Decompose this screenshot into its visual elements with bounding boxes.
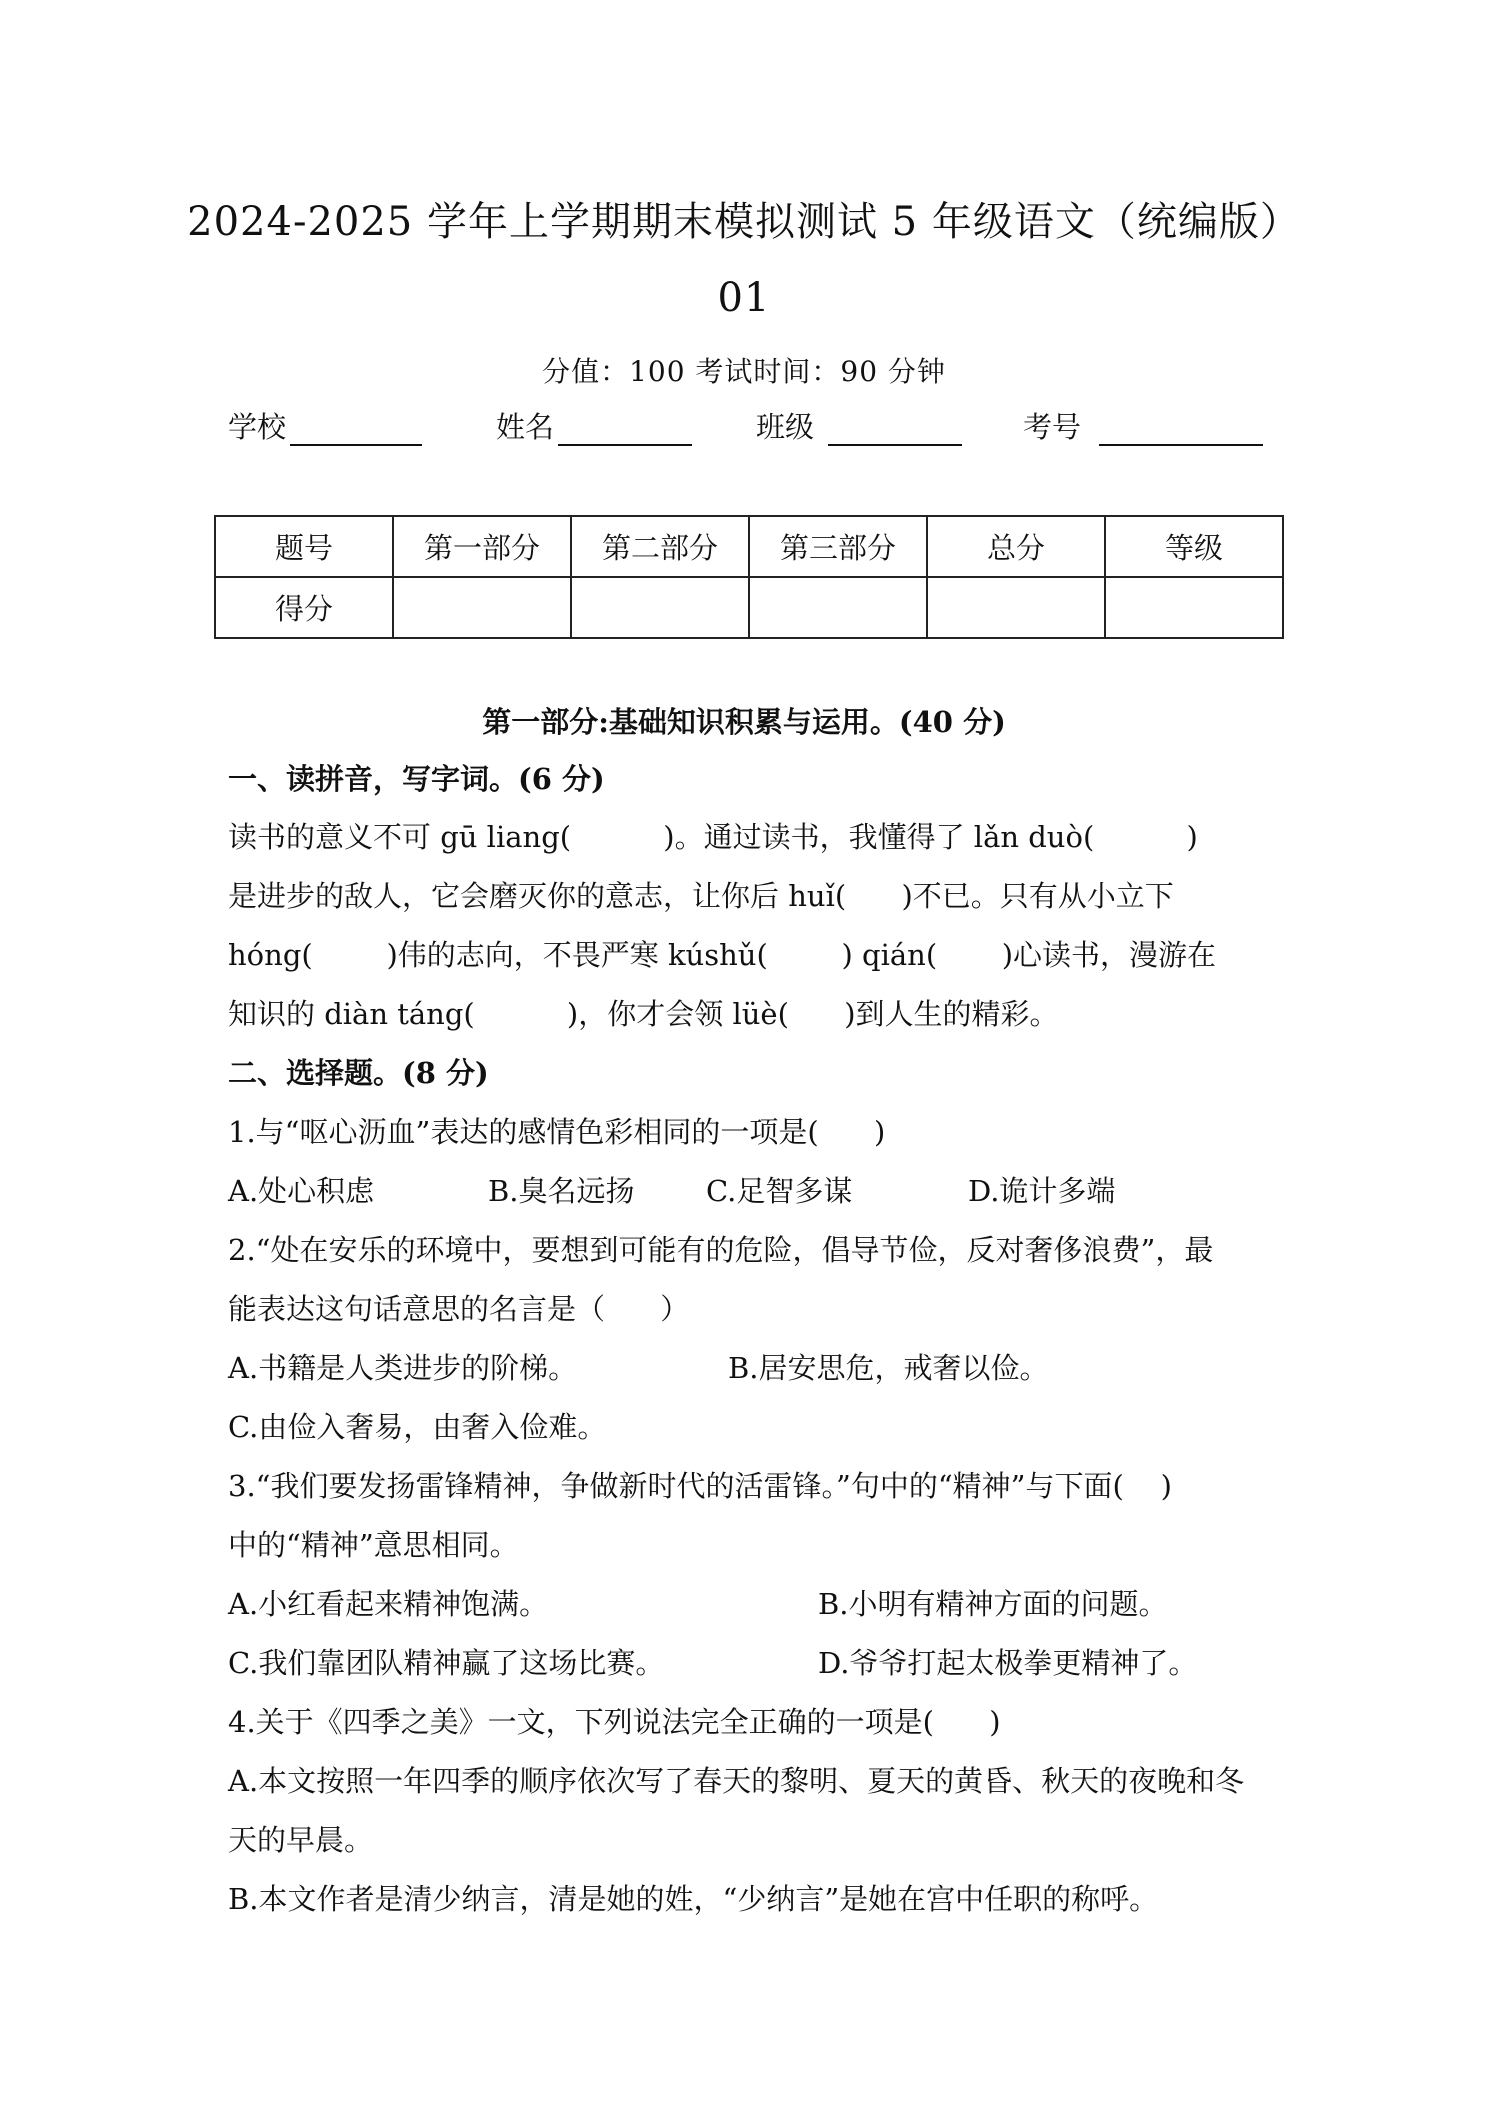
class-label: 班级 xyxy=(756,410,815,444)
class-field xyxy=(756,405,962,446)
name-label: 姓名 xyxy=(496,410,555,444)
q2-item4-option-b[interactable]: B.本文作者是清少纳言，清是她的姓，“少纳言”是她在宫中任职的称呼。 xyxy=(228,1882,1159,1916)
q2-item1-option-a[interactable]: A.处心积虑 xyxy=(228,1174,375,1208)
class-blank[interactable] xyxy=(828,414,962,446)
q2-item1-option-d[interactable]: D.诡计多端 xyxy=(968,1174,1116,1208)
exam-no-blank[interactable] xyxy=(1099,414,1263,446)
q2-item2-option-c[interactable]: C.由俭入奢易，由奢入俭难。 xyxy=(228,1410,607,1444)
q1-text-line: 是进步的敌人，它会磨灭你的意志，让你后 huǐ( )不已。只有从小立下 xyxy=(228,879,1174,913)
score-header-cell: 第三部分 xyxy=(749,516,927,577)
score-cell[interactable] xyxy=(927,577,1105,638)
q2-item3-option-c[interactable]: C.我们靠团队精神赢了这场比赛。 xyxy=(228,1646,665,1680)
exam-no-field xyxy=(1023,405,1263,446)
school-field xyxy=(228,405,422,446)
q2-item3-stem: 3.“我们要发扬雷锋精神，争做新时代的活雷锋。”句中的“精神”与下面( ) xyxy=(228,1469,1172,1503)
q1-text-line: hóng( )伟的志向，不畏严寒 kúshǔ( ) qián( )心读书，漫游在 xyxy=(228,938,1217,972)
score-header-cell: 第一部分 xyxy=(393,516,571,577)
exam-title: 2024-2025 学年上学期期末模拟测试 5 年级语文（统编版） xyxy=(187,199,1301,245)
score-table-header-row xyxy=(215,516,1283,577)
exam-meta: 分值：100 考试时间：90 分钟 xyxy=(542,355,946,388)
q2-item3-option-a[interactable]: A.小红看起来精神饱满。 xyxy=(228,1587,549,1621)
q2-heading: 二、选择题。(8 分) xyxy=(228,1056,489,1090)
q1-text-line: 读书的意义不可 gū liang( )。通过读书，我懂得了 lǎn duò( ) xyxy=(228,820,1198,854)
score-table-score-row xyxy=(215,577,1283,638)
score-table xyxy=(214,515,1284,639)
q2-item3-option-b[interactable]: B.小明有精神方面的问题。 xyxy=(818,1587,1168,1621)
score-cell[interactable] xyxy=(749,577,927,638)
q2-item2-option-b[interactable]: B.居安思危，戒奢以俭。 xyxy=(728,1351,1049,1385)
name-blank[interactable] xyxy=(558,414,692,446)
q2-item2-stem: 2.“处在安乐的环境中，要想到可能有的危险，倡导节俭，反对奢侈浪费”，最 xyxy=(228,1233,1214,1267)
score-cell[interactable] xyxy=(571,577,749,638)
name-field xyxy=(496,405,692,446)
q2-item4-option-a[interactable]: A.本文按照一年四季的顺序依次写了春天的黎明、夏天的黄昏、秋天的夜晚和冬 xyxy=(228,1764,1245,1798)
q1-heading: 一、读拼音，写字词。(6 分) xyxy=(228,762,605,796)
score-header-cell: 等级 xyxy=(1105,516,1283,577)
score-cell[interactable] xyxy=(1105,577,1283,638)
q1-text-line: 知识的 diàn táng( )，你才会领 lüè( )到人生的精彩。 xyxy=(228,997,1059,1031)
q2-item1-option-c[interactable]: C.足智多谋 xyxy=(706,1174,853,1208)
q2-item1-option-b[interactable]: B.臭名远扬 xyxy=(488,1174,635,1208)
score-row-label: 得分 xyxy=(215,577,393,638)
school-label: 学校 xyxy=(228,410,287,444)
q2-item4-option-a-cont: 天的早晨。 xyxy=(228,1823,374,1857)
score-header-cell: 总分 xyxy=(927,516,1105,577)
school-blank[interactable] xyxy=(290,414,422,446)
score-header-cell: 第二部分 xyxy=(571,516,749,577)
score-header-cell: 题号 xyxy=(215,516,393,577)
score-cell[interactable] xyxy=(393,577,571,638)
q2-item4-stem: 4.关于《四季之美》一文，下列说法完全正确的一项是( ) xyxy=(228,1705,1001,1739)
exam-no-label: 考号 xyxy=(1023,410,1082,444)
exam-title-number: 01 xyxy=(717,275,771,321)
q2-item3-stem-cont: 中的“精神”意思相同。 xyxy=(228,1528,519,1562)
q2-item2-option-a[interactable]: A.书籍是人类进步的阶梯。 xyxy=(228,1351,578,1385)
part1-title: 第一部分:基础知识积累与运用。(40 分) xyxy=(482,705,1006,739)
q2-item1-stem: 1.与“呕心沥血”表达的感情色彩相同的一项是( ) xyxy=(228,1115,886,1149)
q2-item3-option-d[interactable]: D.爷爷打起太极拳更精神了。 xyxy=(818,1646,1198,1680)
q2-item2-stem-cont: 能表达这句话意思的名言是（ ） xyxy=(228,1292,690,1326)
